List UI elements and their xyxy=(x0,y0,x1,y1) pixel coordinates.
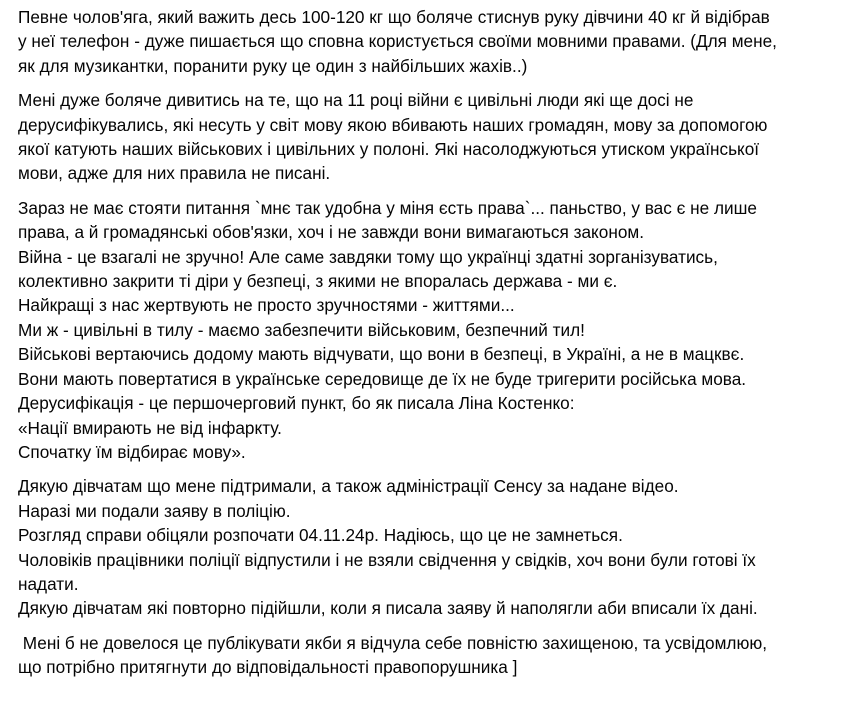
post-paragraph-1 xyxy=(18,5,840,78)
text-line: у неї телефон - дуже пишається що сповна користується своїми мовними правами. (Для мене, xyxy=(18,31,777,52)
text-line: надати. xyxy=(18,573,79,594)
text-line: Мені дуже боляче дивитись на те, що на 11 році війни є цивільні люди які ще досі не xyxy=(18,90,694,111)
text-line: Зараз не має стояти питання `мнє так удобна у міня єсть права`... паньство, у вас є не лише xyxy=(18,197,757,218)
text-line: як для музикантки, поранити руку це один з найбільших жахів..) xyxy=(18,55,528,76)
post-paragraph-4 xyxy=(18,474,840,620)
text-line: Мені б не довелося це публікувати якби я відчула себе повністю захищеною, та усвідомлюю, xyxy=(18,632,767,653)
text-line: Дякую дівчатам що мене підтримали, а також адміністрації Сенсу за надане відео. xyxy=(18,476,679,497)
text-line: Дякую дівчатам які повторно підійшли, коли я писала заяву й наполягли аби вписали їх дані. xyxy=(18,598,758,619)
text-line: Вони мають повертатися в українське середовище де їх не буде тригерити російська мова. xyxy=(18,368,747,389)
text-line: Найкращі з нас жертвують не просто зручностями - життями... xyxy=(18,295,515,316)
text-line: Дерусифікація - це першочерговий пункт, бо як писала Ліна Костенко: xyxy=(18,393,575,414)
text-line: колективно закрити ті діри у безпеці, з якими не впоралась держава - ми є. xyxy=(18,271,618,292)
text-line: мови, адже для них правила не писані. xyxy=(18,163,331,184)
post-paragraph-5 xyxy=(18,631,840,680)
text-line: Певне чолов'яга, який важить десь 100-120 кг що боляче стиснув руку дівчини 40 кг й відібрав xyxy=(18,7,770,27)
text-line: Ми ж - цивільні в тилу - маємо забезпечити військовим, безпечний тил! xyxy=(18,319,585,340)
quote-line: «Нації вмирають не від інфаркту. xyxy=(18,417,282,438)
text-line: якої катують наших військових і цивільних у полоні. Які насолоджуються утиском української xyxy=(18,139,760,160)
text-line: Розгляд справи обіцяли розпочати 04.11.24р. Надіюсь, що це не замнеться. xyxy=(18,525,623,546)
text-line: дерусифікувались, які несуть у світ мову якою вбивають наших громадян, мову за допомогою xyxy=(18,114,768,135)
text-line: Військові вертаючись додому мають відчувати, що вони в безпеці, в Україні, а не в мацквє. xyxy=(18,344,745,365)
text-line: що потрібно притягнути до відповідальності правопорушника ] xyxy=(18,657,518,678)
post-paragraph-3 xyxy=(18,196,840,464)
text-line: права, а й громадянські обов'язки, хоч і не завжди вони вимагаються законом. xyxy=(18,222,644,243)
quote-line: Спочатку їм відбирає мову». xyxy=(18,441,246,462)
text-line: Війна - це взагалі не зручно! Але саме завдяки тому що українці здатні зорганізуватись, xyxy=(18,246,718,267)
post-paragraph-2 xyxy=(18,88,840,186)
text-line: Наразі ми подали заяву в поліцію. xyxy=(18,500,291,521)
text-line: Чоловіків працівники поліції відпустили і не взяли свідчення у свідків, хоч вони були готові їх xyxy=(18,549,756,570)
